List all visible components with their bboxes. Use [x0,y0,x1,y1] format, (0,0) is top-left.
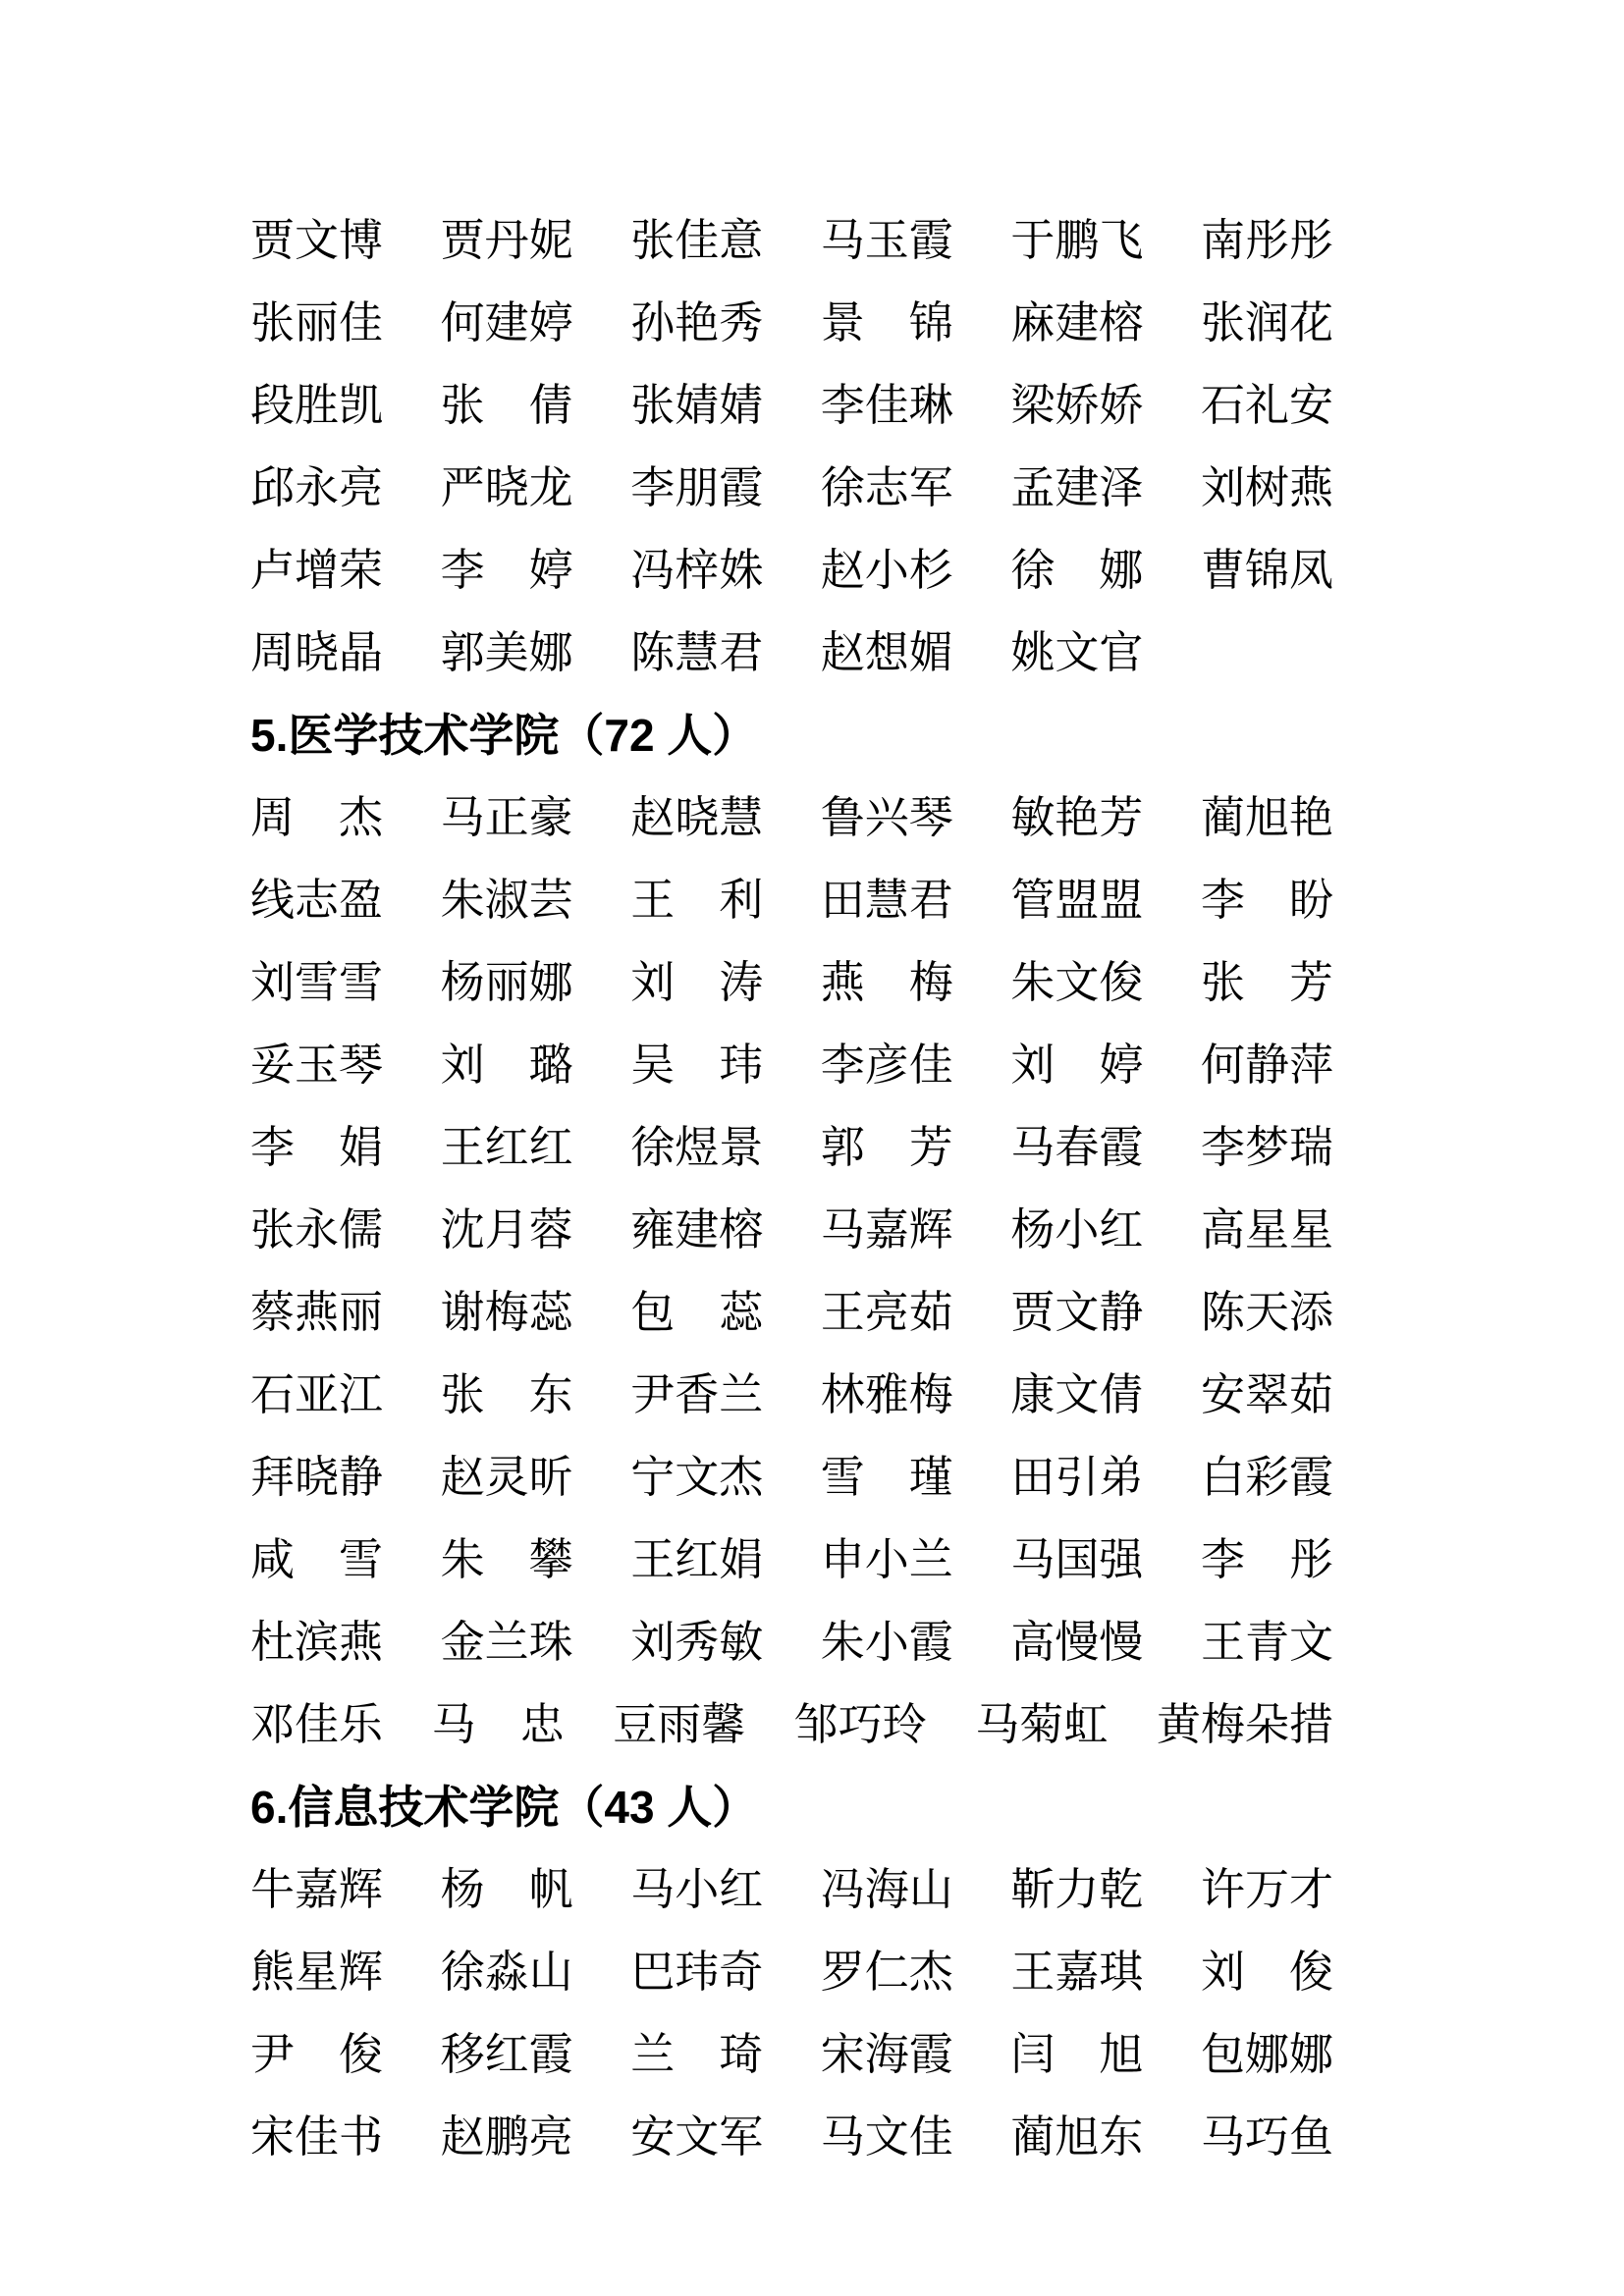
student-name: 高慢慢 [1010,1618,1144,1667]
section-5-heading: 5.医学技术学院（72 人） [250,710,758,761]
student-name: 王青文 [1200,1618,1333,1667]
name-row [250,1519,1333,1601]
student-name: 邹巧玲 [793,1700,927,1749]
student-name: 敏艳芳 [1010,793,1144,842]
student-name: 朱文俊 [1010,958,1144,1007]
student-name: 严晓龙 [440,463,573,512]
name-row [250,1189,1333,1271]
student-name: 刘树燕 [1200,463,1333,512]
student-name: 靳力乾 [1010,1865,1144,1914]
student-name: 郭美娜 [440,628,573,677]
student-name: 邓佳乐 [250,1700,384,1749]
student-name: 张 东 [440,1370,573,1419]
student-name: 田引弟 [1010,1453,1144,1502]
student-name: 沈月蓉 [440,1205,573,1255]
student-name: 雍建榕 [630,1205,764,1255]
student-name: 王红红 [440,1123,573,1172]
student-name: 王 利 [630,876,764,925]
name-row [250,1683,1333,1766]
student-name: 刘雪雪 [250,958,384,1007]
student-name: 熊星辉 [250,1948,384,1997]
student-name: 赵灵昕 [440,1453,573,1502]
student-name: 宋海霞 [820,2030,953,2079]
name-row [250,612,1333,694]
name-row [250,859,1333,941]
student-name: 金兰珠 [440,1618,573,1667]
student-name: 赵晓慧 [630,793,764,842]
student-name: 曹锦凤 [1200,546,1333,595]
student-name: 张 倩 [440,381,573,430]
student-name: 石亚江 [250,1370,384,1419]
student-name: 徐志军 [820,463,953,512]
student-name: 黄梅朵措 [1156,1700,1333,1749]
name-row [250,1931,1333,2013]
student-name: 杨 帆 [440,1865,573,1914]
student-name: 宋佳书 [250,2112,384,2162]
student-name: 康文倩 [1010,1370,1144,1419]
student-name: 冯梓姝 [630,546,764,595]
student-name: 何静萍 [1200,1041,1333,1090]
student-name: 马小红 [630,1865,764,1914]
student-name: 高星星 [1200,1205,1333,1255]
student-name: 贾丹妮 [440,216,573,265]
student-name: 安文军 [630,2112,764,2162]
student-name: 周 杰 [250,793,384,842]
student-name: 李 娟 [250,1123,384,1172]
student-name: 张永儒 [250,1205,384,1255]
student-name: 王嘉琪 [1010,1948,1144,1997]
student-name: 邱永亮 [250,463,384,512]
student-name: 蔺旭艳 [1200,793,1333,842]
student-name: 梁娇娇 [1010,381,1144,430]
student-name: 蔺旭东 [1010,2112,1144,2162]
student-name: 周晓晶 [250,628,384,677]
student-name: 张丽佳 [250,298,384,347]
student-name: 鲁兴琴 [820,793,953,842]
student-name: 南彤彤 [1200,216,1333,265]
name-row [250,941,1333,1024]
name-row [250,776,1333,859]
student-name: 贾文静 [1010,1288,1144,1337]
student-name: 刘 婷 [1010,1041,1144,1090]
student-name: 赵小杉 [820,546,953,595]
student-name: 马巧鱼 [1200,2112,1333,2162]
name-row [250,1436,1333,1519]
student-name: 马春霞 [1010,1123,1144,1172]
student-name: 景 锦 [820,298,953,347]
student-name: 咸 雪 [250,1535,384,1584]
student-name: 贾文博 [250,216,384,265]
name-row [250,2096,1333,2178]
student-name: 牛嘉辉 [250,1865,384,1914]
student-name: 吴 玮 [630,1041,764,1090]
name-row [250,364,1333,447]
student-name: 李 盼 [1200,876,1333,925]
student-name: 冯海山 [820,1865,953,1914]
student-name: 李朋霞 [630,463,764,512]
name-row [250,282,1333,364]
student-name: 马正豪 [440,793,573,842]
student-name: 马文佳 [820,2112,953,2162]
student-name: 李 婷 [440,546,573,595]
student-name: 张 芳 [1200,958,1333,1007]
student-name: 徐 娜 [1010,546,1144,595]
student-name: 巴玮奇 [630,1948,764,1997]
student-name: 朱 攀 [440,1535,573,1584]
student-name: 宁文杰 [630,1453,764,1502]
student-name: 兰 琦 [630,2030,764,2079]
student-name: 拜晓静 [250,1453,384,1502]
student-name: 马嘉辉 [820,1205,953,1255]
student-name: 谢梅蕊 [440,1288,573,1337]
student-name: 赵鹏亮 [440,2112,573,2162]
student-name: 孟建泽 [1010,463,1144,512]
student-name: 白彩霞 [1200,1453,1333,1502]
student-name: 燕 梅 [820,958,953,1007]
student-name: 马 忠 [431,1700,565,1749]
student-name: 马国强 [1010,1535,1144,1584]
student-name: 麻建榕 [1010,298,1144,347]
student-name: 马菊虹 [975,1700,1109,1749]
student-name: 安翠茹 [1200,1370,1333,1419]
student-name: 杨丽娜 [440,958,573,1007]
name-row [250,1106,1333,1189]
student-name: 石礼安 [1200,381,1333,430]
student-name: 杨小红 [1010,1205,1144,1255]
student-name: 李佳琳 [820,381,953,430]
student-name: 陈慧君 [630,628,764,677]
student-name: 孙艳秀 [630,298,764,347]
student-name: 马玉霞 [820,216,953,265]
student-name: 李梦瑞 [1200,1123,1333,1172]
student-name: 徐煜景 [630,1123,764,1172]
student-name: 李 彤 [1200,1535,1333,1584]
student-name: 蔡燕丽 [250,1288,384,1337]
student-name: 刘 涛 [630,958,764,1007]
student-name: 管盟盟 [1010,876,1144,925]
name-row [250,529,1333,612]
name-row [250,1354,1333,1436]
student-name: 闫 旭 [1010,2030,1144,2079]
student-name: 妥玉琴 [250,1041,384,1090]
student-name: 移红霞 [440,2030,573,2079]
student-name: 豆雨馨 [613,1700,746,1749]
name-row [250,199,1333,282]
student-name: 张佳意 [630,216,764,265]
student-name: 王亮茹 [820,1288,953,1337]
student-name: 申小兰 [820,1535,953,1584]
student-name: 包娜娜 [1200,2030,1333,2079]
name-row [250,1601,1333,1683]
student-name: 田慧君 [820,876,953,925]
student-name: 尹 俊 [250,2030,384,2079]
name-row [250,1271,1333,1354]
student-name: 朱淑芸 [440,876,573,925]
student-name: 徐淼山 [440,1948,573,1997]
student-name: 段胜凯 [250,381,384,430]
student-name: 姚文官 [1010,628,1144,677]
student-name: 陈天添 [1200,1288,1333,1337]
student-name: 郭 芳 [820,1123,953,1172]
section-6-heading: 6.信息技术学院（43 人） [250,1782,758,1833]
name-row [250,447,1333,529]
student-name: 线志盈 [250,876,384,925]
student-name: 刘 璐 [440,1041,573,1090]
student-name: 赵想媚 [820,628,953,677]
name-row [250,1848,1333,1931]
student-name: 卢增荣 [250,546,384,595]
student-name: 朱小霞 [820,1618,953,1667]
name-row [250,2013,1333,2096]
student-name: 张婧婧 [630,381,764,430]
student-name: 刘 俊 [1200,1948,1333,1997]
student-name: 许万才 [1200,1865,1333,1914]
student-name: 李彦佳 [820,1041,953,1090]
student-name: 林雅梅 [820,1370,953,1419]
name-row [250,1024,1333,1106]
student-name: 杜滨燕 [250,1618,384,1667]
student-name: 于鹏飞 [1010,216,1144,265]
student-name: 罗仁杰 [820,1948,953,1997]
student-name: 雪 瑾 [820,1453,953,1502]
student-name: 何建婷 [440,298,573,347]
student-name: 包 蕊 [630,1288,764,1337]
document-content [250,199,1333,2178]
student-name: 刘秀敏 [630,1618,764,1667]
student-name: 尹香兰 [630,1370,764,1419]
student-name: 王红娟 [630,1535,764,1584]
student-name: 张润花 [1200,298,1333,347]
